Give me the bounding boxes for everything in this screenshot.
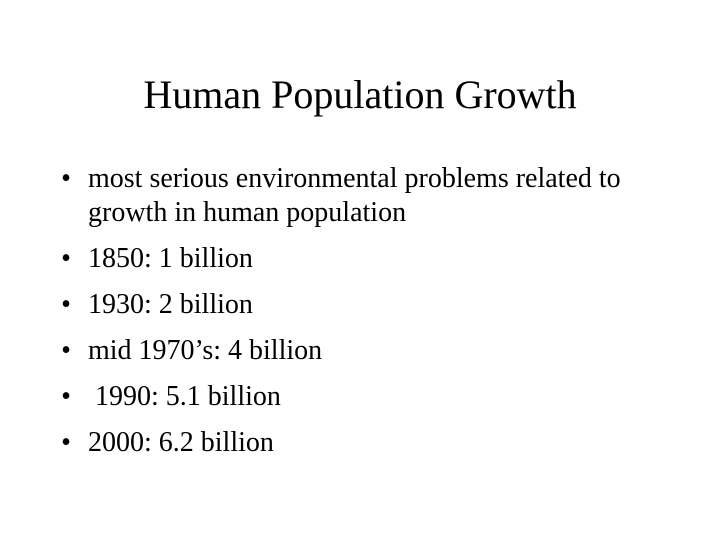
bullet-item bbox=[56, 162, 656, 230]
bullet-item bbox=[56, 426, 656, 460]
bullet-icon: • bbox=[61, 335, 71, 366]
bullet-item bbox=[56, 380, 656, 414]
slide-title: Human Population Growth bbox=[143, 72, 577, 117]
bullet-icon: • bbox=[61, 289, 71, 320]
bullet-text: 1930: 2 billion bbox=[88, 289, 253, 320]
bullet-item bbox=[56, 242, 656, 276]
bullet-icon: • bbox=[61, 163, 71, 194]
bullet-text: 1990: 5.1 billion bbox=[88, 381, 281, 412]
bullet-text: 1850: 1 billion bbox=[88, 243, 253, 274]
bullet-item bbox=[56, 288, 656, 322]
bullet-icon: • bbox=[61, 427, 71, 458]
bullet-icon: • bbox=[61, 243, 71, 274]
bullet-item bbox=[56, 334, 656, 368]
bullet-text: most serious environmental problems related to growth in human population bbox=[88, 163, 621, 228]
bullet-list bbox=[56, 162, 656, 472]
bullet-icon: • bbox=[61, 381, 71, 412]
bullet-text: mid 1970’s: 4 billion bbox=[88, 335, 323, 366]
bullet-text: 2000: 6.2 billion bbox=[88, 427, 274, 458]
